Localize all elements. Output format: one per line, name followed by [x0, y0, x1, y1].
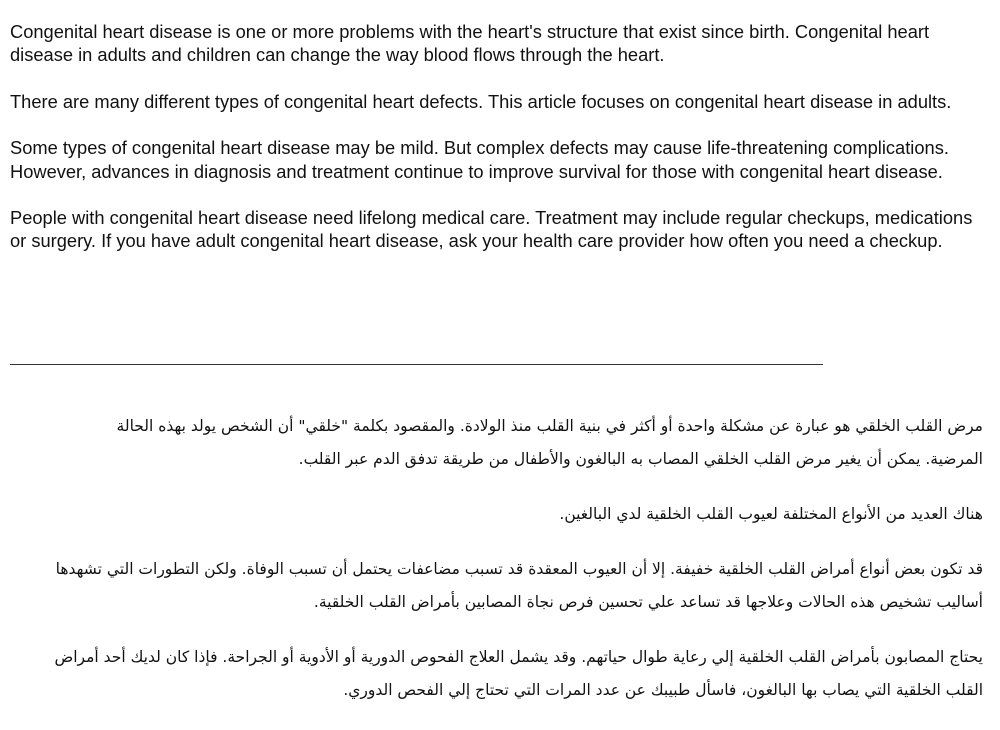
arabic-paragraph-types: هناك العديد من الأنواع المختلفة لعيوب القلب الخلقية لدي البالغين. — [559, 505, 983, 523]
english-section — [10, 20, 985, 276]
english-paragraph-severity: Some types of congenital heart disease may be mild. But complex defects may cause life-threatening complications. However, advances in diagnosis and treatment continue to improve survival for those with congenital heart disease. — [10, 137, 949, 182]
section-divider — [10, 364, 823, 365]
english-paragraph-care: People with congenital heart disease need lifelong medical care. Treatment may include regular checkups, medications or surgery. If you have adult congenital heart disease, ask your health care provider how often you need a checkup. — [10, 207, 973, 252]
arabic-paragraph-care: يحتاج المصابون بأمراض القلب الخلقية إلي رعاية طوال حياتهم. وقد يشمل العلاج الفحوص الدورية أو الأدوية أو الجراحة. فإذا كان لديك أحد أمراض القلب الخلقية التي يصاب بها البالغون، فاسأل طبيبك عن عدد المرات التي تحتاج إلي الفحص الدوري. — [54, 648, 983, 699]
arabic-paragraph-definition: مرض القلب الخلقي هو عبارة عن مشكلة واحدة أو أكثر في بنية القلب منذ الولادة. والمقصود بكلمة "خلقي" أن الشخص يولد بهذه الحالة المرضية. يمكن أن يغير مرض القلب الخلقي المصاب به البالغون والأطفال من طريقة تدفق الدم عبر القلب. — [116, 417, 983, 468]
arabic-paragraph-severity: قد تكون بعض أنواع أمراض القلب الخلقية خفيفة. إلا أن العيوب المعقدة قد تسبب مضاعفات يحتمل أن تسبب الوفاة. ولكن التطورات التي تشهدها أساليب تشخيص هذه الحالات وعلاجها قد تساعد علي تحسين فرص نجاة المصابين بأمراض القلب الخلقية. — [55, 560, 983, 611]
english-paragraph-definition: Congenital heart disease is one or more problems with the heart's structure that exist since birth. Congenital heart disease in adults and children can change the way blood flows through the heart. — [10, 21, 930, 66]
english-paragraph-types: There are many different types of congenital heart defects. This article focuses on congenital heart disease in adults. — [10, 90, 952, 112]
arabic-section — [8, 410, 983, 707]
